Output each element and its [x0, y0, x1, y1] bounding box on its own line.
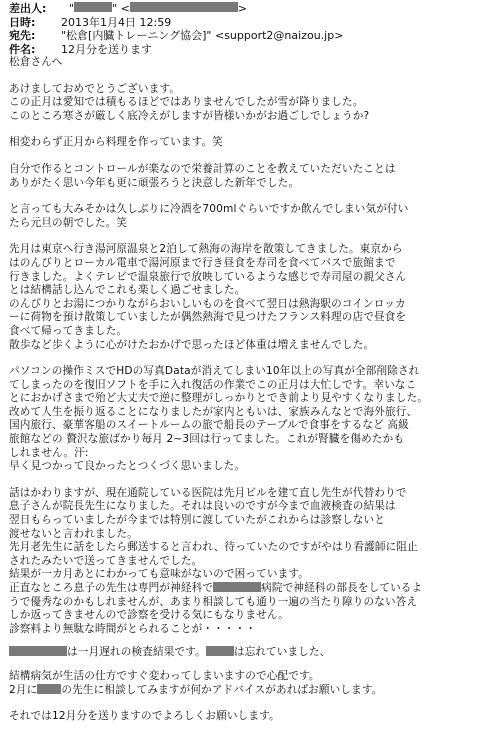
text-line: 渡せないと言われました。 [9, 527, 138, 540]
from-suffix: > [237, 2, 248, 15]
redacted-block [74, 2, 112, 12]
paragraph-nutrition [9, 163, 474, 190]
text-line: 自分で作るとコントロールが楽なので栄養計算のことを教えていただいたことは [9, 162, 396, 175]
text-line: 散歩など歩くように心がけたおかげで思ったほど体重は増えませんでした。 [9, 338, 375, 351]
text-line: とは結構話し込んでこれも楽しく過ごせました。 [9, 284, 246, 297]
paragraph-greeting [9, 83, 474, 124]
text-fragment: の先生に相談してみますが何かアドバイスがあればお願いします。 [61, 683, 383, 696]
text-line: あけましておめでとうございます。 [9, 82, 181, 95]
email-header [9, 2, 474, 56]
text-line: されたみたいで送ってきませんでした。 [9, 554, 203, 567]
text-line: パソコンの操作ミスでHDの写真Dataが消えてしまい10年以上の写真が全部削除され [9, 365, 420, 378]
to-value: "松倉[内臓トレーニング協会]" <support2@naizou.jp> [61, 29, 344, 42]
redacted-block [206, 646, 234, 656]
text-line: 診察料より無駄な時間がとられることが・・・・・ [9, 622, 257, 635]
text-line: たら元旦の朝でした。笑 [9, 216, 128, 229]
subject-row [9, 43, 474, 57]
salutation: 松倉さんへ [9, 56, 63, 68]
date-value: 2013年1月4日 12:59 [61, 15, 172, 29]
from-row [9, 2, 474, 16]
text-line: はのんびりとローカル電車で湯河原まで行き昼食を寿司を食べてバスで旅館まで [9, 256, 396, 269]
paragraph-clinic [9, 487, 474, 637]
text-line: しか返ってきませんので診察を受ける気にもなりません。 [9, 609, 289, 622]
redacted-block [9, 646, 67, 656]
text-line: 相変わらず正月から料理を作っています。笑 [9, 136, 224, 149]
date-label: 日時: [9, 15, 36, 29]
text-line: 改めて人生を振り返ることになりましたが家内ともいは、家族みんなとで海外旅行、 [9, 405, 418, 418]
redacted-block [37, 684, 61, 694]
text-line: うで優秀なのかもしれませんが、あまり相談しても通り一遍の当たり障りのない答え [9, 595, 418, 608]
text-fragment: 2月に [9, 683, 38, 696]
text-line: ーに荷物を預け散策していましたが偶然熱海で見つけたフランス料理の店で昼食を [9, 311, 407, 324]
text-line [9, 582, 474, 596]
text-line: 息子さんが院長先生になりました。それは良いのですが今まで血液検査の結果は [9, 500, 396, 513]
text-line: とにおかげさまで殆ど大丈夫で逆に整理がしっかりとでき前より見やすくなりました。 [9, 392, 429, 405]
from-prefix: " [69, 2, 75, 15]
text-line: 結果が一カ月あとにわかっても意味がないので困っています。 [9, 568, 309, 581]
text-line [9, 684, 474, 698]
text-fragment: 病院で神経科の部長をしているよ [261, 582, 423, 594]
text-line: 国内旅行、豪華客船のスイートルームの旅で船長のテーブルで食事をするなど 高級 [9, 419, 409, 432]
redacted-block [213, 582, 261, 592]
text-line: このところ寒さが厳しく底冷えがしますが皆様いかがお過ごしでしょうか? [9, 109, 370, 122]
email-body [9, 56, 474, 724]
from-mid: " < [112, 2, 130, 15]
text-line: 先月老先生に話をしたら郵送すると言われ、待っていたのですがやはり看護師に阻止 [9, 541, 418, 554]
redacted-block [130, 2, 238, 12]
closing-line: それでは12月分を送りますのでよろしくお願いします。 [9, 710, 280, 723]
text-line: しれません。汗: [9, 446, 89, 459]
paragraph-cooking [9, 136, 474, 150]
subject-value: 12月分を送ります [61, 42, 152, 56]
text-line: 翌日もらっていましたが今までは特別に渡していたがこれからは診察しないと [9, 514, 386, 527]
text-line: 結構病気が生活の仕方ですぐ変わってしまいますので心配です。 [9, 669, 320, 682]
paragraph-travel [9, 243, 474, 352]
subject-label: 件名: [9, 42, 36, 56]
text-line: と言っても大みそかは久しぶりに冷酒を700mlぐらいですか飲んでしまい気が付い [9, 203, 409, 216]
paragraph-newyear [9, 203, 474, 230]
text-line: 食べて帰ってきました。 [9, 324, 128, 337]
date-row [9, 16, 474, 30]
text-line: 話はかわりますが、現在通院している医院は先月ビルを建て直し先生が代替わりで [9, 486, 407, 499]
to-label: 宛先: [9, 29, 36, 42]
text-fragment: は一月遅れの検査結果です。 [67, 646, 206, 659]
text-line: てしまったのを復旧ソフトを手に入れ復活の作業でこの正月は大忙しです。幸いなこ [9, 378, 417, 391]
text-line: のんびりとお湯につかりながらおいしいものを食べて翌日は熱海駅のコインロッカ [9, 297, 406, 310]
text-line: 先月は東京へ行き湯河原温泉と2泊して熱海の海岸を散策してきました。東京から [9, 243, 403, 256]
to-row [9, 29, 474, 43]
text-line: 旅館などの 贅沢な旅ばかり毎月 2~3回は行ってました。これが腎臓を傷めたかも [9, 433, 405, 446]
paragraph-results [9, 646, 474, 660]
text-line: この正月は愛知では積もるほどではありませんでしたが雪が降りました。 [9, 96, 364, 109]
from-label: 差出人: [9, 2, 47, 15]
text-line: 行きました。よくテレビで温泉旅行で放映しているような感じで寿司屋の親父さん [9, 270, 407, 283]
paragraph-worry [9, 670, 474, 697]
paragraph-photos [9, 365, 474, 474]
text-line: 早く見つかって良かったとつくづく思いました。 [9, 460, 246, 473]
text-fragment: は忘れていました、 [233, 646, 331, 659]
text-line: ありがたく思い今年も更に頑張ろうと決意した新年でした。 [9, 176, 300, 189]
text-fragment: 正直なところ息子の先生は専門が神経科で [9, 582, 214, 594]
